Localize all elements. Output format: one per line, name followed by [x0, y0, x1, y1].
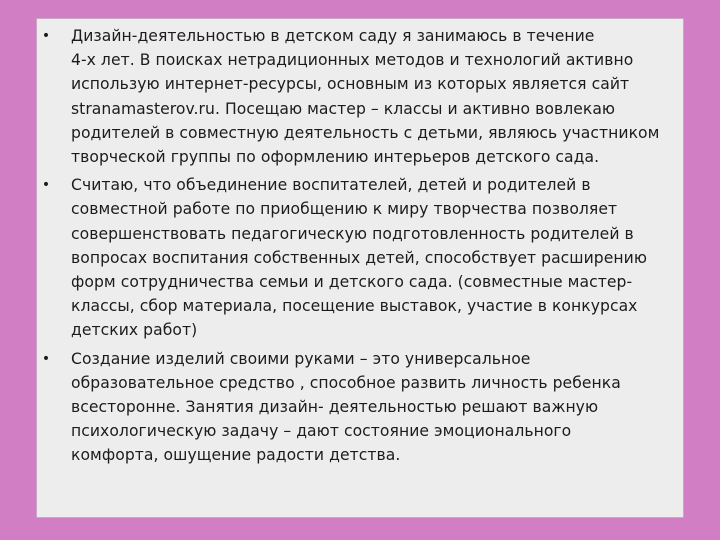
bullet-item-3 [36, 347, 684, 468]
bullet-1-line-4: stranamasterov.ru. Посещаю мастер – классы и активно вовлекаю [71, 99, 616, 118]
bullet-dot-icon: • [41, 28, 51, 44]
bullet-1-line-3: использую интернет-ресурсы, основным из которых является сайт [71, 75, 630, 94]
bullet-2-line-5: форм сотрудничества семьи и детского сада. (совместные мастер- [71, 273, 633, 292]
bullet-3-line-3: всесторонне. Занятия дизайн- деятельностью решают важную [71, 398, 599, 417]
bullet-1-line-5: родителей в совместную деятельность с детьми, являюсь участником [71, 123, 660, 142]
bullet-1-line-6: творческой группы по оформлению интерьеров детского сада. [71, 148, 600, 167]
bullet-3-line-2: образовательное средство , способное развить личность ребенка [71, 373, 621, 392]
bullet-2-line-6: классы, сбор материала, посещение выставок, участие в конкурсах [71, 297, 638, 316]
bullet-1-line-2: 4-х лет. В поисках нетрадиционных методов и технологий активно [71, 51, 634, 70]
bullet-2-line-7: детских работ) [71, 321, 198, 340]
slide-frame [36, 18, 684, 518]
bullet-3-line-1: Создание изделий своими руками – это универсальное [71, 349, 531, 368]
bullet-2-line-3: совершенствовать педагогическую подготовленность родителей в [71, 224, 634, 243]
bullet-item-1 [36, 24, 684, 169]
bullet-2-line-2: совместной работе по приобщению к миру творчества позволяет [71, 200, 618, 219]
bullet-3-line-5: комфорта, ошущение радости детства. [71, 446, 401, 465]
bullet-dot-icon: • [41, 350, 51, 367]
bullet-item-2 [36, 173, 684, 342]
bullet-2-line-1: Считаю, что объединение воспитателей, детей и родителей в [71, 176, 591, 195]
bullet-2-line-4: вопросах воспитания собственных детей, способствует расширению [71, 248, 648, 267]
bullet-1-line-1: Дизайн-деятельностью в детском саду я занимаюсь в течение [71, 27, 595, 45]
slide-content [36, 24, 684, 472]
bullet-3-line-4: психологическую задачу – дают состояние эмоционального [71, 422, 572, 441]
bullet-dot-icon: • [41, 177, 51, 194]
bullet-list [36, 24, 684, 468]
